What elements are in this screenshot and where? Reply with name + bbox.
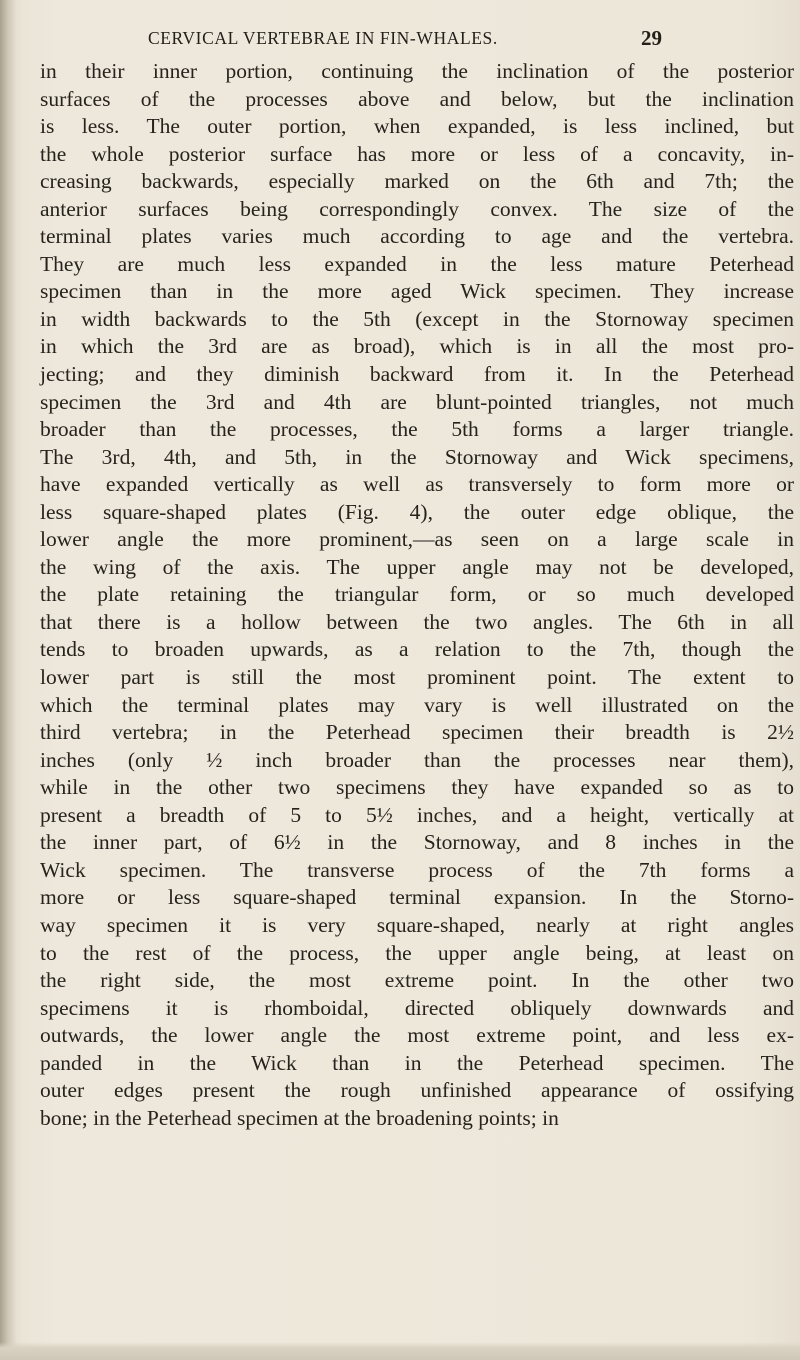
text-line: Wick specimen. The transverse process of the 7th forms a xyxy=(40,857,794,882)
text-line: terminal plates varies much according to age and the vertebra. xyxy=(40,224,794,249)
text-line: jecting; and they diminish backward from it. In the Peterhead xyxy=(40,362,794,387)
text-line: in their inner portion, continuing the inclination of the posterior xyxy=(40,59,794,83)
page-bottom-edge xyxy=(0,1342,800,1360)
binding-gutter-shadow xyxy=(0,0,16,1360)
text-line: which the terminal plates may vary is well illustrated on the xyxy=(40,692,794,717)
text-line: lower part is still the most prominent point. The extent to xyxy=(40,665,794,690)
text-line: in which the 3rd are as broad), which is in all the most pro- xyxy=(40,334,794,359)
text-line: the wing of the axis. The upper angle may not be developed, xyxy=(40,554,794,579)
text-line: panded in the Wick than in the Peterhead specimen. The xyxy=(40,1050,794,1075)
text-line: tends to broaden upwards, as a relation to the 7th, though the xyxy=(40,637,794,662)
text-line: bone; in the Peterhead specimen at the broadening points; in xyxy=(40,1105,559,1130)
text-line: the whole posterior surface has more or less of a concavity, in- xyxy=(40,141,794,166)
text-line: way specimen it is very square-shaped, nearly at right angles xyxy=(40,912,794,937)
text-line: surfaces of the processes above and below, but the inclination xyxy=(40,86,794,111)
text-line: to the rest of the process, the upper angle being, at least on xyxy=(40,940,794,965)
text-line: third vertebra; in the Peterhead specimen their breadth is 2½ xyxy=(40,720,794,745)
text-line: broader than the processes, the 5th forms a larger triangle. xyxy=(40,417,794,442)
text-line: while in the other two specimens they have expanded so as to xyxy=(40,775,794,800)
text-line: more or less square-shaped terminal expansion. In the Storno- xyxy=(40,885,794,910)
text-line: in width backwards to the 5th (except in the Stornoway specimen xyxy=(40,306,794,331)
text-line: They are much less expanded in the less mature Peterhead xyxy=(40,251,794,276)
body-paragraph xyxy=(40,58,794,1132)
text-line: lower angle the more prominent,—as seen on a large scale in xyxy=(40,527,794,552)
text-line: is less. The outer portion, when expanded, is less inclined, but xyxy=(40,114,794,139)
page-number: 29 xyxy=(641,26,662,50)
text-line: outwards, the lower angle the most extreme point, and less ex- xyxy=(40,1023,794,1048)
text-line: that there is a hollow between the two angles. The 6th in all xyxy=(40,609,794,634)
text-line: specimen the 3rd and 4th are blunt-pointed triangles, not much xyxy=(40,389,794,414)
running-head-title: CERVICAL VERTEBRAE IN FIN-WHALES. xyxy=(148,28,498,48)
text-line: anterior surfaces being correspondingly convex. The size of the xyxy=(40,196,794,221)
text-line: outer edges present the rough unfinished appearance of ossifying xyxy=(40,1078,794,1103)
text-line: have expanded vertically as well as transversely to form more or xyxy=(40,472,794,497)
text-line: The 3rd, 4th, and 5th, in the Stornoway and Wick specimens, xyxy=(40,444,794,469)
text-line: specimen than in the more aged Wick specimen. They increase xyxy=(40,279,794,304)
text-line: present a breadth of 5 to 5½ inches, and a height, vertically at xyxy=(40,802,794,827)
text-line: specimens it is rhomboidal, directed obliquely downwards and xyxy=(40,995,794,1020)
text-line: the inner part, of 6½ in the Stornoway, and 8 inches in the xyxy=(40,830,794,855)
text-line: the plate retaining the triangular form, or so much developed xyxy=(40,582,794,607)
text-line: less square-shaped plates (Fig. 4), the outer edge oblique, the xyxy=(40,499,794,524)
text-line: creasing backwards, especially marked on the 6th and 7th; the xyxy=(40,169,794,194)
text-line: the right side, the most extreme point. In the other two xyxy=(40,968,794,993)
text-line: inches (only ½ inch broader than the processes near them), xyxy=(40,747,794,772)
